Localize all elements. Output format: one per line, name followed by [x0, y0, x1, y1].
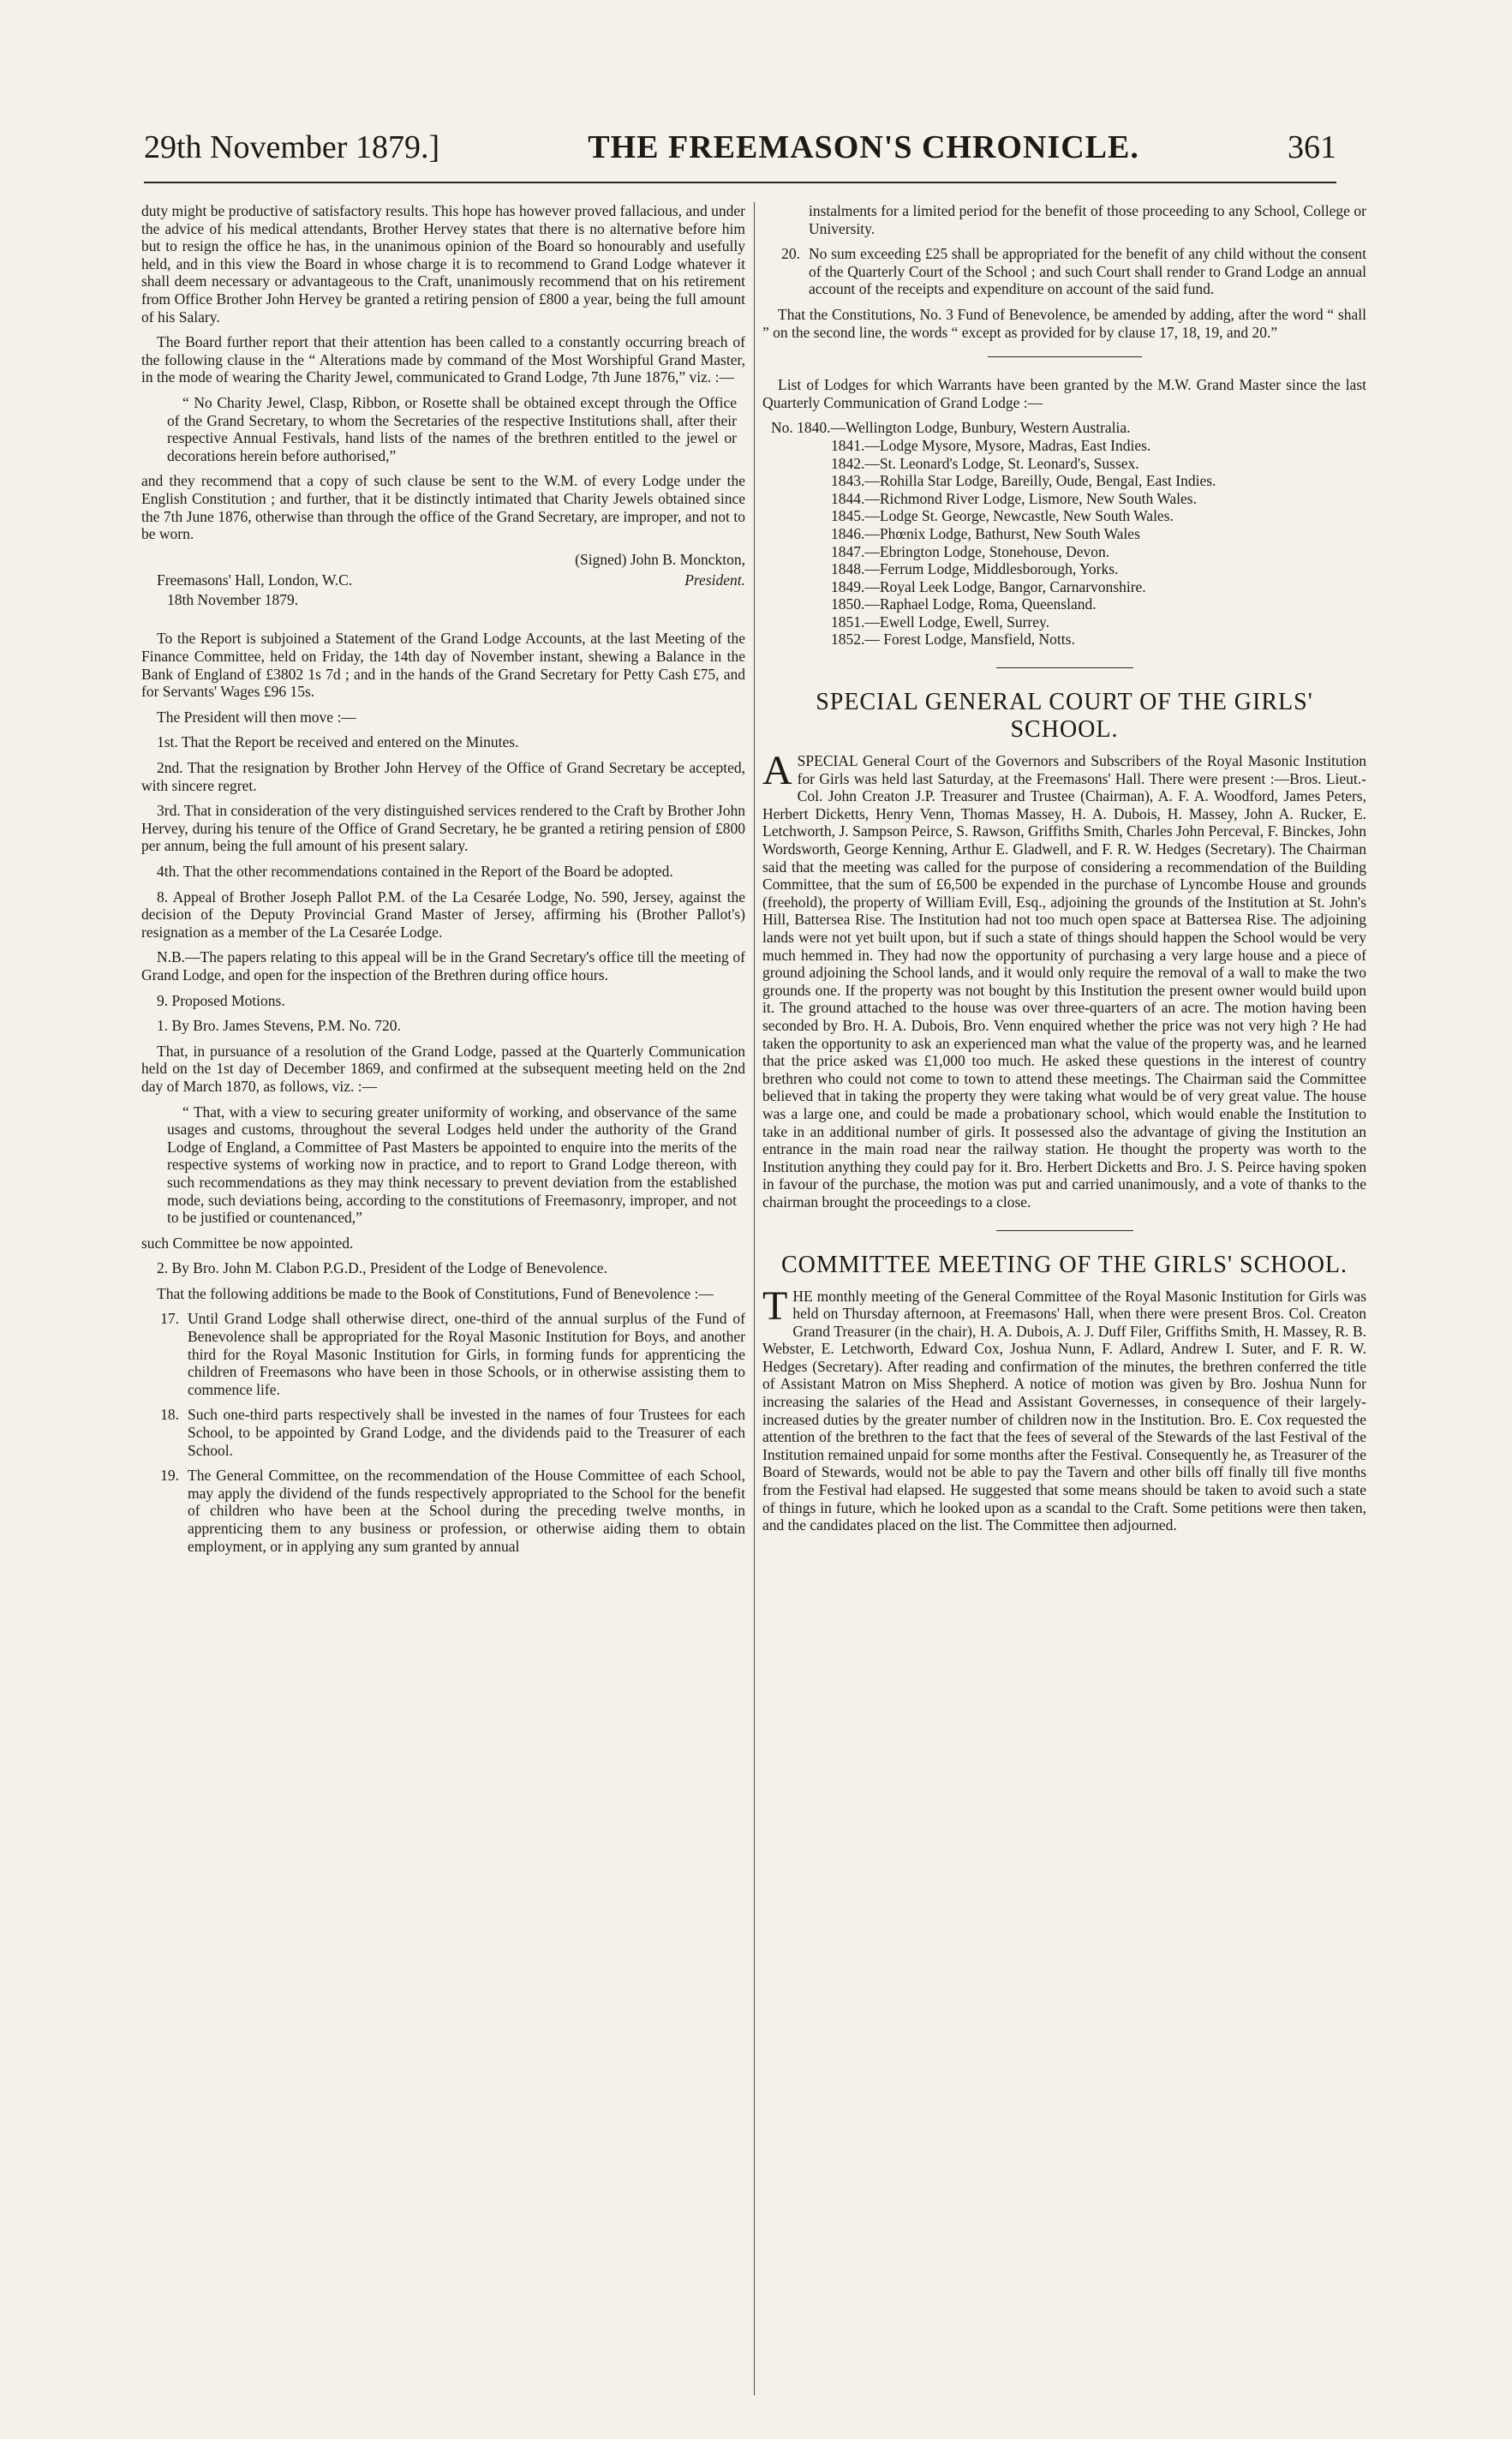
- signature-title: President.: [684, 571, 745, 589]
- paragraph: such Committee be now appointed.: [141, 1234, 354, 1252]
- section-rule: [996, 1230, 1133, 1231]
- paragraph: List of Lodges for which Warrants have been granted by the M.W. Grand Master since the last Quarterly Communication of Grand Lodge :—: [762, 376, 1366, 411]
- clause-number: 20.: [781, 245, 800, 263]
- quotation: “ That, with a view to securing greater uniformity of working, and observance of the same usages and customs, throughout the several Lodges held under the authority of the Grand Lodge of England, a Committee of Past Masters be appointed to enquire into the merits of the respective systems of working now in practice, and to report to Grand Lodge thereon, with such recommendations as they may think necessary to prevent deviation from the established mode, such deviations being, according to the constitutions of Freemasonry, improper, and not to be justified or countenanced,”: [167, 1103, 737, 1227]
- paragraph: N.B.—The papers relating to this appeal will be in the Grand Secretary's office till the meeting of Grand Lodge, and open for the inspection of the Brethren during office hours.: [141, 948, 745, 983]
- paragraph: 4th. That the other recommendations contained in the Report of the Board be adopted.: [157, 863, 673, 880]
- drop-cap: A: [762, 748, 792, 794]
- signature-date: 18th November 1879.: [167, 590, 299, 608]
- signature: (Signed) John B. Monckton,: [575, 550, 745, 568]
- clause-text: The General Committee, on the recommendation of the House Committee of each School, may apply the dividend of the funds respectively appropriated to the School for the benefit of children who have been at the School during the preceding twelve months, in apprenticing them to any business or profession, or otherwise aiding them to obtain employment, or in applying any sum granted by annual: [188, 1467, 745, 1555]
- paragraph: 3rd. That in consideration of the very distinguished services rendered to the Craft by Brother John Hervey, during his tenure of the Office of Grand Secretary, he be granted a retiring pension of £800 per annum, being the full amount of his present salary.: [141, 802, 745, 855]
- clause-text: No sum exceeding £25 shall be appropriated for the benefit of any child without the consent of the Quarterly Court of the School ; and such Court shall render to Grand Lodge an annual account of the receipts and expenditure on account of the said fund.: [809, 245, 1366, 298]
- paragraph: 2nd. That the resignation by Brother John Hervey of the Office of Grand Secretary be accepted, with sincere regret.: [141, 759, 745, 794]
- clause-number: 17.: [160, 1310, 179, 1328]
- clause-item: [141, 1406, 745, 1459]
- paragraph: The President will then move :—: [157, 708, 356, 726]
- lodge-entry: No. 1840.—Wellington Lodge, Bunbury, Western Australia.: [771, 419, 1131, 437]
- paragraph: That the following additions be made to the Book of Constitutions, Fund of Benevolence :—: [157, 1284, 714, 1302]
- clause-number: 18.: [160, 1406, 179, 1424]
- clause-continuation: instalments for a limited period for the benefit of those proceeding to any School, College or University.: [809, 202, 1366, 237]
- lodge-list: [762, 419, 1366, 649]
- lodge-entry: 1850.—Raphael Lodge, Roma, Queensland.: [831, 595, 1097, 613]
- paragraph: 1st. That the Report be received and entered on the Minutes.: [157, 733, 519, 751]
- paragraph: That, in pursuance of a resolution of the Grand Lodge, passed at the Quarterly Communication held on the 1st day of December 1869, and confirmed at the subsequent meeting held on the 2nd day of March 1870, as follows, viz. :—: [141, 1042, 745, 1095]
- paragraph: duty might be productive of satisfactory results. This hope has however proved fallacious, and under the advice of his medical attendants, Brother Hervey states that there is no alternative before him but to resign the office he has, in the unanimous opinion of the Board so honourably and usefully held, and in this view the Board in whose charge it is to recommend to Grand Lodge whatever it shall deem necessary or advantageous to the Craft, unanimously recommend that on his retirement from Office Brother John Hervey be granted a retiring pension of £800 a year, being the full amount of his Salary.: [141, 202, 745, 326]
- signature-place-line: [141, 571, 745, 589]
- right-column: [762, 202, 1366, 2395]
- article-heading: COMMITTEE MEETING OF THE GIRLS' SCHOOL.: [780, 1251, 1348, 1278]
- lodge-entry: 1848.—Ferrum Lodge, Middlesborough, Yorks.: [831, 560, 1119, 578]
- lodge-entry: 1849.—Royal Leek Lodge, Bangor, Carnarvonshire.: [831, 577, 1146, 595]
- lodge-entry: 1852.— Forest Lodge, Mansfield, Notts.: [831, 631, 1075, 649]
- left-column: [141, 202, 745, 2395]
- section-rule: [996, 667, 1133, 668]
- paragraph: 1. By Bro. James Stevens, P.M. No. 720.: [157, 1017, 401, 1035]
- lodge-entry: 1847.—Ebrington Lodge, Stonehouse, Devon.: [831, 542, 1110, 560]
- article-body: [762, 1282, 1366, 1534]
- lodge-entry: 1844.—Richmond River Lodge, Lismore, New South Wales.: [831, 489, 1197, 507]
- clause-item: [141, 1310, 745, 1398]
- article-body: [762, 748, 1366, 1211]
- clause-text: Such one-third parts respectively shall be invested in the names of four Trustees for each School, to be appointed by Grand Lodge, and the dividends paid to the Treasurer of each School.: [188, 1406, 745, 1459]
- paragraph: 9. Proposed Motions.: [157, 991, 285, 1009]
- header-date: 29th November 1879.]: [144, 129, 440, 165]
- lodge-entry: 1851.—Ewell Lodge, Ewell, Surrey.: [831, 613, 1049, 631]
- clause-item: [762, 245, 1366, 298]
- drop-cap: T: [762, 1282, 788, 1329]
- article-text: HE monthly meeting of the General Committee of the Royal Masonic Institution for Girls was held on Thursday afternoon, at Freemasons' Hall, when there were present Bros. Col. Creaton Grand Treasurer (in the chair), H. A. Dubois, A. J. Duff Filer, Griffiths Smith, H. Massey, R. B. Webster, E. Letchworth, Edward Cox, Joshua Nunn, F. Adlard, Andrew I. Suter, and F. R. W. Hedges (Secretary). After reading and confirmation of the minutes, the brethren conferred the title of Assistant Matron on Miss Shepherd. A notice of motion was given by Bro. Joshua Nunn for increasing the salaries of the Head and Assistant Governesses, in consequence of their largely-increased duties by the greater number of children now in the Institution. Bro. E. Cox requested the attention of the brethren to the fact that the fees of several of the Stewards of the last Festival of the Institution remained unpaid for some months after the Festival. Consequently he, as Treasurer of the Board of Stewards, would not be able to pay the Tavern and other bills off finally till five months from the Festival had elapsed. He suggested that some means should be taken to avoid such a state of things in future, which he looked upon as a scandal to the Craft. Some petitions were then taken, and the candidates placed on the list. The Committee then adjourned.: [762, 1287, 1366, 1534]
- page-number: 361: [1287, 129, 1336, 165]
- paragraph: 2. By Bro. John M. Clabon P.G.D., President of the Lodge of Benevolence.: [157, 1259, 607, 1277]
- clause-number: 19.: [160, 1467, 179, 1485]
- clause-list: [762, 245, 1366, 298]
- signature-place: Freemasons' Hall, London, W.C.: [157, 571, 353, 589]
- column-divider: [754, 202, 755, 2395]
- lodge-entry: 1843.—Rohilla Star Lodge, Bareilly, Oude, Bengal, East Indies.: [831, 472, 1216, 490]
- article-heading: SPECIAL GENERAL COURT OF THE GIRLS' SCHOOL.: [816, 689, 1313, 744]
- lodge-entry: 1845.—Lodge St. George, Newcastle, New South Wales.: [831, 507, 1174, 525]
- clause-list: [141, 1310, 745, 1555]
- clause-text: Until Grand Lodge shall otherwise direct, one-third of the annual surplus of the Fund of Benevolence shall be appropriated for the Royal Masonic Institution for Boys, and another third for the Royal Masonic Institution for Girls, in forming funds for apprenticing the children of Freemasons who have been in those Schools, or in otherwise assisting them to commence life.: [188, 1310, 745, 1398]
- masthead-title: THE FREEMASON'S CHRONICLE.: [588, 129, 1139, 165]
- paragraph: The Board further report that their attention has been called to a constantly occurring breach of the following clause in the “ Alterations made by command of the Most Worshipful Grand Master, in the mode of wearing the Charity Jewel, communicated to Grand Lodge, 7th June 1876,” viz. :—: [141, 333, 745, 386]
- paragraph: That the Constitutions, No. 3 Fund of Benevolence, be amended by adding, after the word “ shall ” on the second line, the words “ except as provided for by clause 17, 18, 19, and 20.”: [762, 305, 1366, 341]
- paragraph: To the Report is subjoined a Statement of the Grand Lodge Accounts, at the last Meeting of the Finance Committee, held on Friday, the 14th day of November instant, shewing a Balance in the Bank of England of £3802 1s 7d ; and in the hands of the Grand Secretary for Petty Cash £75, and for Servants' Wages £96 15s.: [141, 630, 745, 701]
- paragraph: and they recommend that a copy of such clause be sent to the W.M. of every Lodge under the English Constitution ; and further, that it be distinctly intimated that Charity Jewels obtained since the 7th June 1876, otherwise than through the office of the Grand Secretary, are improper, and not to be worn.: [141, 472, 745, 543]
- page-header: [144, 129, 1336, 183]
- paragraph: 8. Appeal of Brother Joseph Pallot P.M. of the La Cesarée Lodge, No. 590, Jersey, against the decision of the Deputy Provincial Grand Master of Jersey, affirming his (Brother Pallot's) resignation as a member of the La Cesarée Lodge.: [141, 888, 745, 941]
- clause-item: [141, 1467, 745, 1555]
- section-rule: [988, 356, 1142, 357]
- lodge-entry: 1846.—Phœnix Lodge, Bathurst, New South Wales: [831, 524, 1140, 542]
- article-text: SPECIAL General Court of the Governors and Subscribers of the Royal Masonic Institution for Girls was held last Saturday, at the Freemasons' Hall. There were present :—Bros. Lieut.-Col. John Creaton J.P. Treasurer and Trustee (Chairman), A. F. A. Woodford, James Peters, Herbert Dicketts, Henry Venn, Thomas Massey, H. A. Dubois, H. Massey, John A. Rucker, E. Letchworth, J. Sampson Peirce, S. Rawson, Griffiths Smith, Charles John Perceval, F. Binckes, John Wordsworth, George Kenning, Arthur E. Gladwell, and F. R. W. Hedges (Secretary). The Chairman said that the meeting was called for the purpose of considering a recommendation of the Building Committee, that the sum of £6,500 be expended in the purchase of Lyncombe House and grounds (freehold), the property of William Evill, Esq., adjoining the grounds of the Institution at St. John's Hill, Battersea Rise. The Institution had not too much open space at Battersea Rise. The adjoining lands were not yet built upon, but if such a state of things should happen the School would be very much hemmed in. They had now the opportunity of purchasing a very large house and a piece of ground adjoining the School lands, and it would only require the removal of a wall to make the two grounds one. If the property was not bought by this Institution the present owner would build upon it. The ground attached to the house was over three-quarters of an acre. The motion having been seconded by Bro. H. A. Dubois, Bro. Venn enquired whether the price was not very high ? He had taken the opportunity to ask an experienced man what the value of the property was, and he learned that the price asked was £1,000 too much. He asked these questions in the interest of country brethren who could not come to town to attend these meetings. The Chairman said the Committee believed that in taking the property they were taking what would be of very great value. The house was a large one, and could be made a probationary school, which would enable the Institution to take in an additional number of girls. It possessed also the advantage of giving the Institution an entrance in the main road near the railway station. He thought the property was worth to the Institution anything they could pay for it. Bro. Herbert Dicketts and Bro. J. S. Peirce having spoken in favour of the purchase, the motion was put and carried unanimously, and a vote of thanks to the chairman brought the proceedings to a close.: [762, 752, 1366, 1211]
- lodge-entry: 1841.—Lodge Mysore, Mysore, Madras, East Indies.: [831, 436, 1151, 454]
- lodge-entry: 1842.—St. Leonard's Lodge, St. Leonard's, Sussex.: [831, 454, 1139, 472]
- quotation: “ No Charity Jewel, Clasp, Ribbon, or Rosette shall be obtained except through the Office of the Grand Secretary, to whom the Secretaries of the respective Institutions shall, after their respective Annual Festivals, hand lists of the names of the brethren entitled to the jewel or decorations herein before authorised,”: [167, 393, 737, 464]
